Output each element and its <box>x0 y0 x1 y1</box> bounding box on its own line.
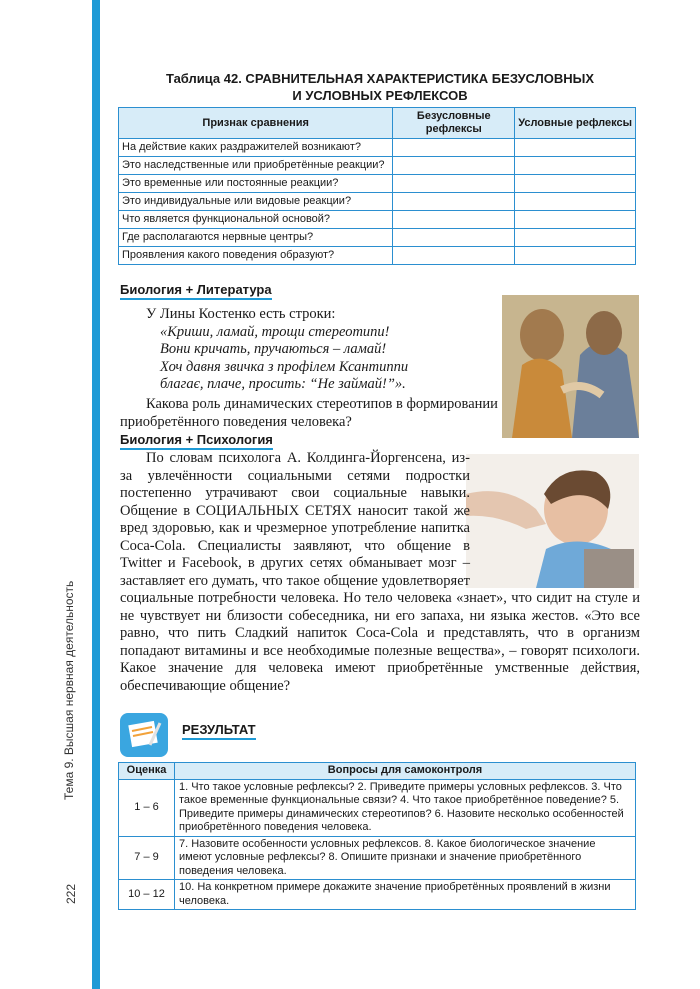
self-check-header-row <box>119 763 636 780</box>
answer-cell[interactable] <box>515 247 636 265</box>
bio-psy-heading: Биология + Психология <box>120 432 273 450</box>
image-spacer <box>470 450 640 588</box>
answer-cell[interactable] <box>515 193 636 211</box>
chapter-theme: Тема 9. Высшая нервная деятельность <box>62 580 76 800</box>
table-title-line1: Таблица 42. СРАВНИТЕЛЬНАЯ ХАРАКТЕРИСТИКА БЕЗУСЛОВНЫХ <box>165 71 595 86</box>
answer-cell[interactable] <box>393 139 515 157</box>
answer-cell[interactable] <box>393 229 515 247</box>
table-row <box>119 175 636 193</box>
answer-cell[interactable] <box>393 211 515 229</box>
table-row <box>119 247 636 265</box>
table-title-line2: И УСЛОВНЫХ РЕФЛЕКСОВ <box>292 88 468 103</box>
bio-lit-intro: У Лины Костенко есть строки: <box>146 306 336 322</box>
notebook-icon <box>120 713 168 757</box>
header-score: Оценка <box>119 763 175 780</box>
poem-line: «Криши, ламай, трощи стереотипи! <box>160 323 390 340</box>
score-cell: 1 – 6 <box>119 779 175 836</box>
self-check-table <box>118 762 636 910</box>
painting-image <box>502 295 639 438</box>
criterion-cell: Это наследственные или приобретённые реакции? <box>119 157 393 175</box>
bio-lit-text <box>120 306 500 394</box>
answer-cell[interactable] <box>515 157 636 175</box>
poem-line: благає, плаче, просить: “Не займай!”». <box>160 376 406 392</box>
comparison-table <box>118 107 636 265</box>
criterion-cell: Это временные или постоянные реакции? <box>119 175 393 193</box>
bio-psy-paragraph: По словам психолога А. Колдинга-Йоргенсена, из-за увлечённости социальными сетями подростки постепенно утрачивают свои социальные навыки. Общение в СОЦИАЛЬНЫХ СЕТЯХ наносит такой же вред здоровью, как и чрезмерное употребление напитка Coca-Cola. Специалисты заявляют, что общение в Twitter и Facebook, в других сетях обманывает мозг – заставляет его думать, что такое общение удовлетворяет социальные потребности человека. Но тело человека «знает», что сидит на стуле и не чувствует ни близости собеседника, ни его запаха, ни языка жестов. «Это все равно, что пить Сладкий напиток Coca-Cola и представлять, что в организм попадают витамины и все необходимые полезные вещества», – говорят психологи. Какое значение для человека имеют приобретённые умственные действия, обеспечивающие общение? <box>120 450 640 694</box>
header-conditioned: Условные рефлексы <box>515 108 636 139</box>
poem-line: Хоч давня звичка з профілем Ксантиппи <box>160 358 409 375</box>
blue-margin-band <box>92 0 100 989</box>
answer-cell[interactable] <box>393 157 515 175</box>
self-check-row <box>119 779 636 836</box>
score-cell: 7 – 9 <box>119 836 175 880</box>
table-row <box>119 157 636 175</box>
criterion-cell: Что является функциональной основой? <box>119 211 393 229</box>
result-heading: РЕЗУЛЬТАТ <box>182 722 256 740</box>
answer-cell[interactable] <box>515 229 636 247</box>
answer-cell[interactable] <box>393 247 515 265</box>
questions-cell: 10. На конкретном примере докажите значение приобретённых проявлений в жизни человека. <box>175 880 636 910</box>
header-unconditioned: Безусловные рефлексы <box>393 108 515 139</box>
criterion-cell: Где располагаются нервные центры? <box>119 229 393 247</box>
answer-cell[interactable] <box>515 175 636 193</box>
page-number: 222 <box>64 883 78 904</box>
questions-cell: 1. Что такое условные рефлексы? 2. Приведите примеры условных рефлексов. 3. Что такое временные функциональные связи? 4. Что такое приобретённое поведение? 5. Приведите примеры динамических стереотипов? 6. Назовите несколько особенностей приобретённого поведения человека. <box>175 779 636 836</box>
table-header-row <box>119 108 636 139</box>
questions-cell: 7. Назовите особенности условных рефлексов. 8. Какое биологическое значение имеют условные рефлексы? 8. Опишите признаки и значение приобретённого поведения человека. <box>175 836 636 880</box>
criterion-cell: Проявления какого поведения образуют? <box>119 247 393 265</box>
table-row <box>119 193 636 211</box>
bio-psy-text <box>120 450 640 695</box>
answer-cell[interactable] <box>393 175 515 193</box>
header-questions: Вопросы для самоконтроля <box>175 763 636 780</box>
self-check-row <box>119 836 636 880</box>
notebook-icon-graphic <box>120 713 168 757</box>
bio-lit-heading: Биология + Литература <box>120 282 272 300</box>
left-margin <box>0 0 96 989</box>
table-row <box>119 211 636 229</box>
table-row <box>119 229 636 247</box>
header-criterion: Признак сравнения <box>119 108 393 139</box>
self-check-row <box>119 880 636 910</box>
poem-line: Вони кричать, пручаються – ламай! <box>160 341 387 357</box>
poem <box>120 324 500 394</box>
criterion-cell: На действие каких раздражителей возникают? <box>119 139 393 157</box>
answer-cell[interactable] <box>393 193 515 211</box>
score-cell: 10 – 12 <box>119 880 175 910</box>
bio-lit-question: Какова роль динамических стереотипов в формировании приобретённого поведения человека? <box>120 396 498 430</box>
criterion-cell: Это индивидуальные или видовые реакции? <box>119 193 393 211</box>
painting-illustration <box>502 295 639 438</box>
answer-cell[interactable] <box>515 139 636 157</box>
answer-cell[interactable] <box>515 211 636 229</box>
table-row <box>119 139 636 157</box>
table-title <box>120 70 640 104</box>
